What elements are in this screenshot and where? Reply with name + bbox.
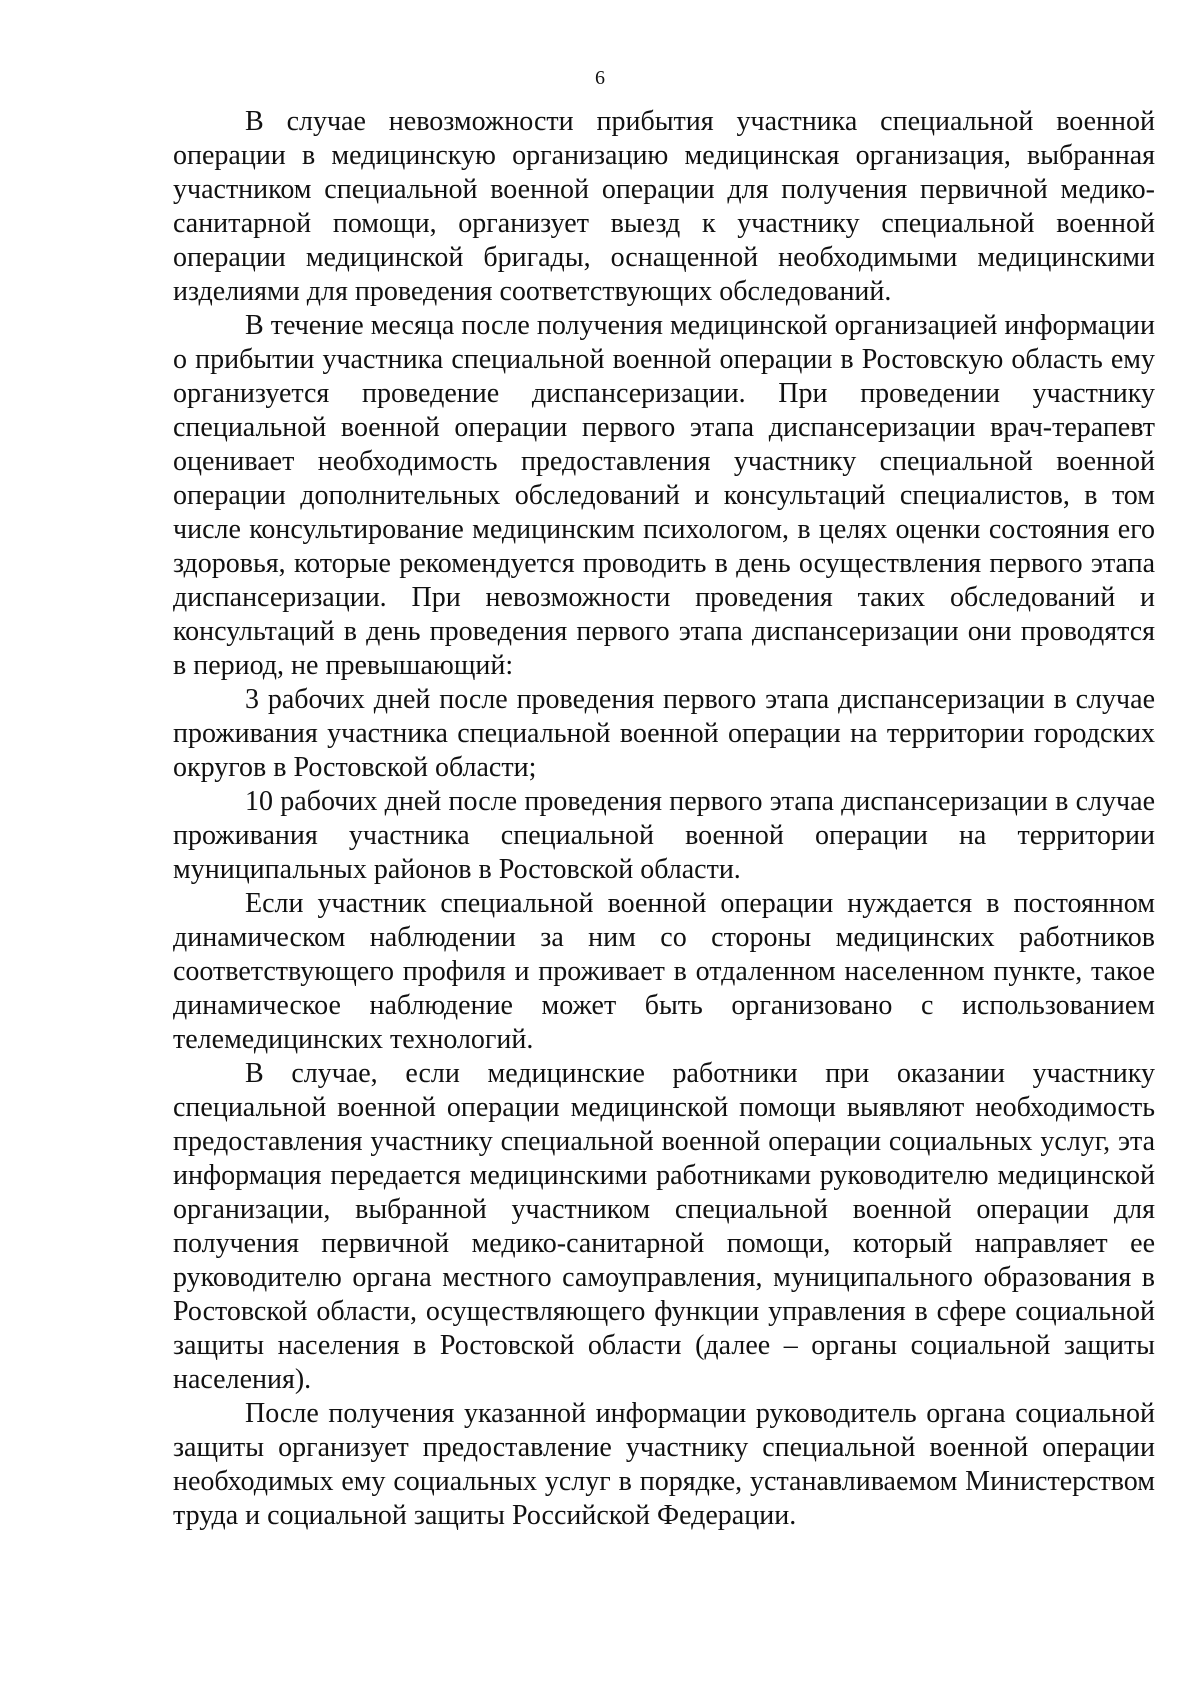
paragraph: В случае невозможности прибытия участника специальной военной операции в медицинскую организацию медицинская организация, выбранная участником специальной военной операции для получения первичной медико-санитарной помощи, организует выезд к участнику специальной военной операции медицинской бригады, оснащенной необходимыми медицинскими изделиями для проведения соответствующих обследований. xyxy=(173,106,1155,307)
paragraph: После получения указанной информации руководитель органа социальной защиты организует предоставление участнику специальной военной операции необходимых ему социальных услуг в порядке, устанавливаемом Министерством труда и социальной защиты Российской Федерации. xyxy=(173,1398,1155,1531)
page-number: 6 xyxy=(595,67,605,89)
paragraph: В случае, если медицинские работники при оказании участнику специальной военной операции медицинской помощи выявляют необходимость предоставления участнику специальной военной операции социальных услуг, эта информация передается медицинскими работниками руководителю медицинской организации, выбранной участником специальной военной операции для получения первичной медико-санитарной помощи, который направляет ее руководителю органа местного самоуправления, муниципального образования в Ростовской области, осуществляющего функции управления в сфере социальной защиты населения в Ростовской области (далее – органы социальной защиты населения). xyxy=(173,1058,1155,1395)
paragraph: В течение месяца после получения медицинской организацией информации о прибытии участника специальной военной операции в Ростовскую область ему организуется проведение диспансеризации. При проведении участнику специальной военной операции первого этапа диспансеризации врач-терапевт оценивает необходимость предоставления участнику специальной военной операции дополнительных обследований и консультаций специалистов, в том числе консультирование медицинским психологом, в целях оценки состояния его здоровья, которые рекомендуется проводить в день осуществления первого этапа диспансеризации. При невозможности проведения таких обследований и консультаций в день проведения первого этапа диспансеризации они проводятся в период, не превышающий: xyxy=(173,310,1155,681)
paragraph: Если участник специальной военной операции нуждается в постоянном динамическом наблюдении за ним со стороны медицинских работников соответствующего профиля и проживает в отдаленном населенном пункте, такое динамическое наблюдение может быть организовано с использованием телемедицинских технологий. xyxy=(173,888,1155,1055)
paragraph: 10 рабочих дней после проведения первого этапа диспансеризации в случае проживания участника специальной военной операции на территории муниципальных районов в Ростовской области. xyxy=(173,786,1155,885)
paragraph: 3 рабочих дней после проведения первого этапа диспансеризации в случае проживания участника специальной военной операции на территории городских округов в Ростовской области; xyxy=(173,684,1155,783)
document-body xyxy=(173,105,1155,1533)
